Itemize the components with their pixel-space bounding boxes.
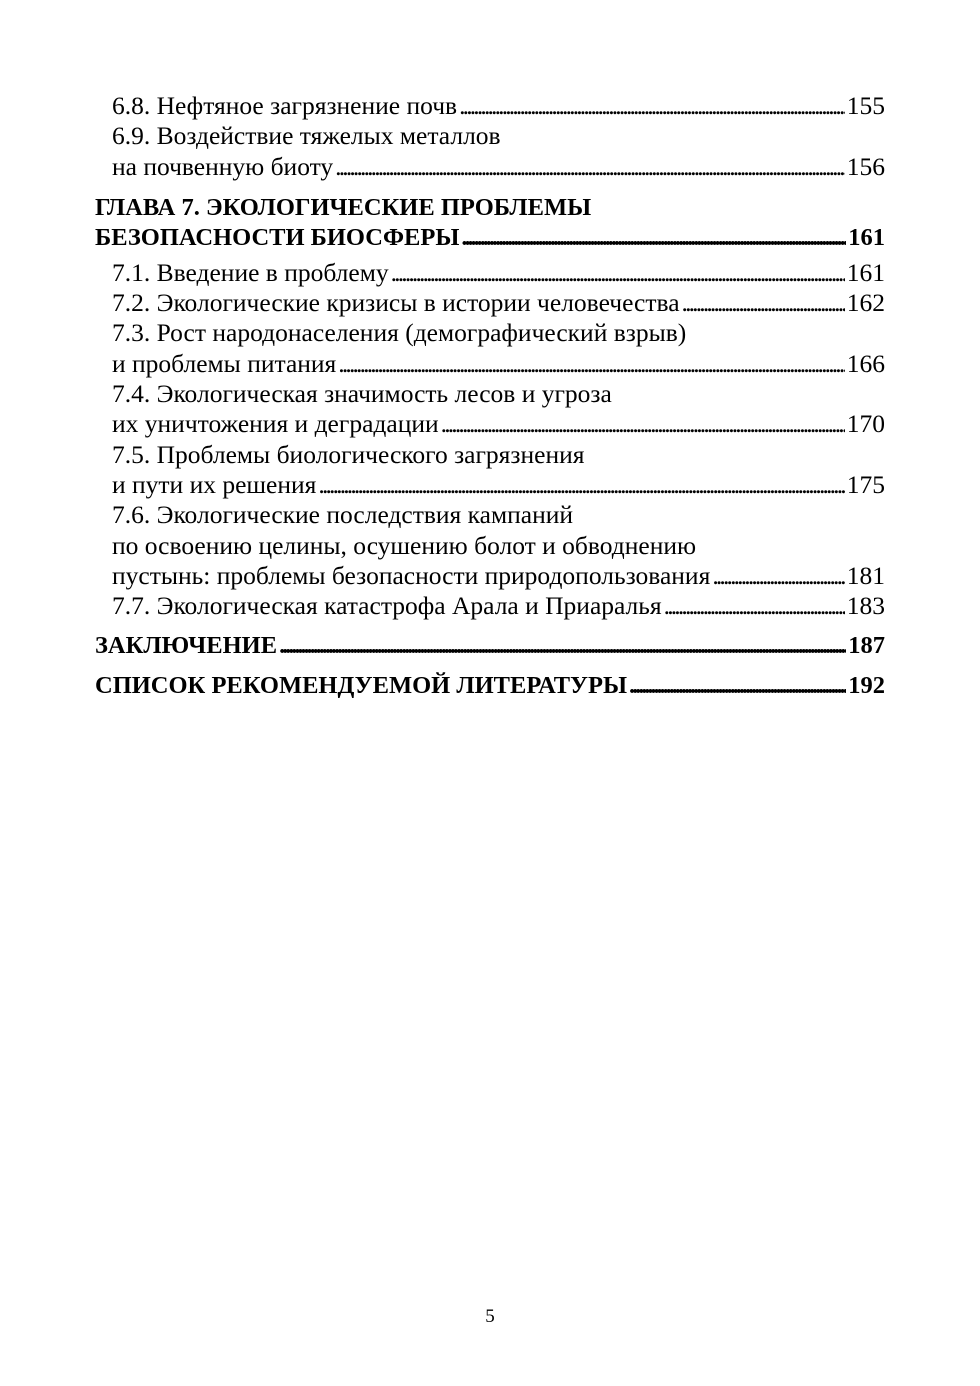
toc-entry-7-1[interactable] [95, 258, 885, 288]
toc-chapter-title: СПИСОК РЕКОМЕНДУЕМОЙ ЛИТЕРАТУРЫ [95, 672, 628, 700]
toc-entry-7-7[interactable] [95, 591, 885, 621]
dot-leader [279, 631, 846, 661]
toc-entry-7-5-line1[interactable] [95, 440, 885, 470]
toc-entry-title: и пути их решения [112, 469, 317, 499]
dot-leader [459, 91, 845, 121]
dot-leader [461, 223, 846, 253]
toc-entry-page: 162 [846, 288, 885, 318]
toc-entry-6-8[interactable] [95, 91, 885, 121]
toc-entry-7-6-line1[interactable] [95, 500, 885, 530]
toc-chapter-title: БЕЗОПАСНОСТИ БИОСФЕРЫ [95, 223, 460, 251]
toc-entry-7-4-line1[interactable] [95, 379, 885, 409]
toc-chapter-7[interactable] [95, 223, 885, 253]
toc-entry-6-9[interactable] [95, 152, 885, 182]
dot-leader [441, 409, 845, 439]
toc-entry-title: 7.2. Экологические кризисы в истории человечества [112, 288, 680, 318]
toc-entry-page: 181 [846, 560, 885, 590]
dot-leader [318, 470, 844, 500]
toc-entry-title: пустынь: проблемы безопасности природопользования [112, 560, 711, 590]
toc-chapter-title: ЗАКЛЮЧЕНИЕ [95, 632, 278, 660]
toc-entry-title: по освоению целины, осушению болот и обводнению [112, 530, 697, 560]
toc-entry-7-2[interactable] [95, 288, 885, 318]
toc-entry-title: их уничтожения и деградации [112, 409, 439, 439]
dot-leader [629, 671, 846, 701]
toc-literature[interactable] [95, 671, 885, 701]
toc-entry-7-5[interactable] [95, 470, 885, 500]
toc-chapter-title: ГЛАВА 7. ЭКОЛОГИЧЕСКИЕ ПРОБЛЕМЫ [95, 193, 592, 221]
toc-entry-page: 156 [846, 151, 885, 181]
toc-conclusion[interactable] [95, 631, 885, 661]
toc-entry-page: 161 [846, 257, 885, 287]
toc-entry-7-6[interactable] [95, 561, 885, 591]
toc-chapter-7-line1[interactable] [95, 193, 885, 223]
toc-entry-title: 7.1. Введение в проблему [112, 257, 389, 287]
toc-entry-7-3-line1[interactable] [95, 318, 885, 348]
toc-entry-page: 175 [846, 469, 885, 499]
toc-entry-title: 6.8. Нефтяное загрязнение почв [112, 91, 458, 120]
toc-entry-title: 7.3. Рост народонаселения (демографический взрыв) [112, 318, 687, 348]
toc-entry-title: и проблемы питания [112, 348, 337, 378]
dot-leader [712, 561, 844, 591]
toc-entry-title: 7.6. Экологические последствия кампаний [112, 500, 574, 530]
toc-entry-page: 166 [846, 348, 885, 378]
toc-entry-title: 7.4. Экологическая значимость лесов и угроза [112, 379, 612, 409]
dot-leader [391, 258, 845, 288]
toc-entry-title: 6.9. Воздействие тяжелых металлов [112, 121, 501, 151]
table-of-contents [95, 91, 885, 701]
toc-entry-6-9-line1[interactable] [95, 121, 885, 151]
toc-entry-title: 7.7. Экологическая катастрофа Арала и Приаралья [112, 591, 662, 621]
toc-chapter-page: 192 [848, 672, 885, 700]
toc-entry-7-4[interactable] [95, 409, 885, 439]
dot-leader [682, 288, 845, 318]
toc-chapter-page: 161 [848, 223, 885, 251]
dot-leader [664, 591, 845, 621]
toc-entry-title: 7.5. Проблемы биологического загрязнения [112, 439, 585, 469]
dot-leader [335, 152, 845, 182]
toc-entry-page: 183 [846, 591, 885, 621]
toc-entry-7-6-line2[interactable] [95, 531, 885, 561]
toc-entry-7-3[interactable] [95, 349, 885, 379]
page-number: 5 [485, 1306, 495, 1327]
dot-leader [338, 349, 844, 379]
toc-entry-page: 170 [846, 409, 885, 439]
toc-chapter-page: 187 [848, 632, 885, 660]
toc-entry-page: 155 [846, 91, 885, 120]
toc-entry-title: на почвенную биоту [112, 151, 334, 181]
